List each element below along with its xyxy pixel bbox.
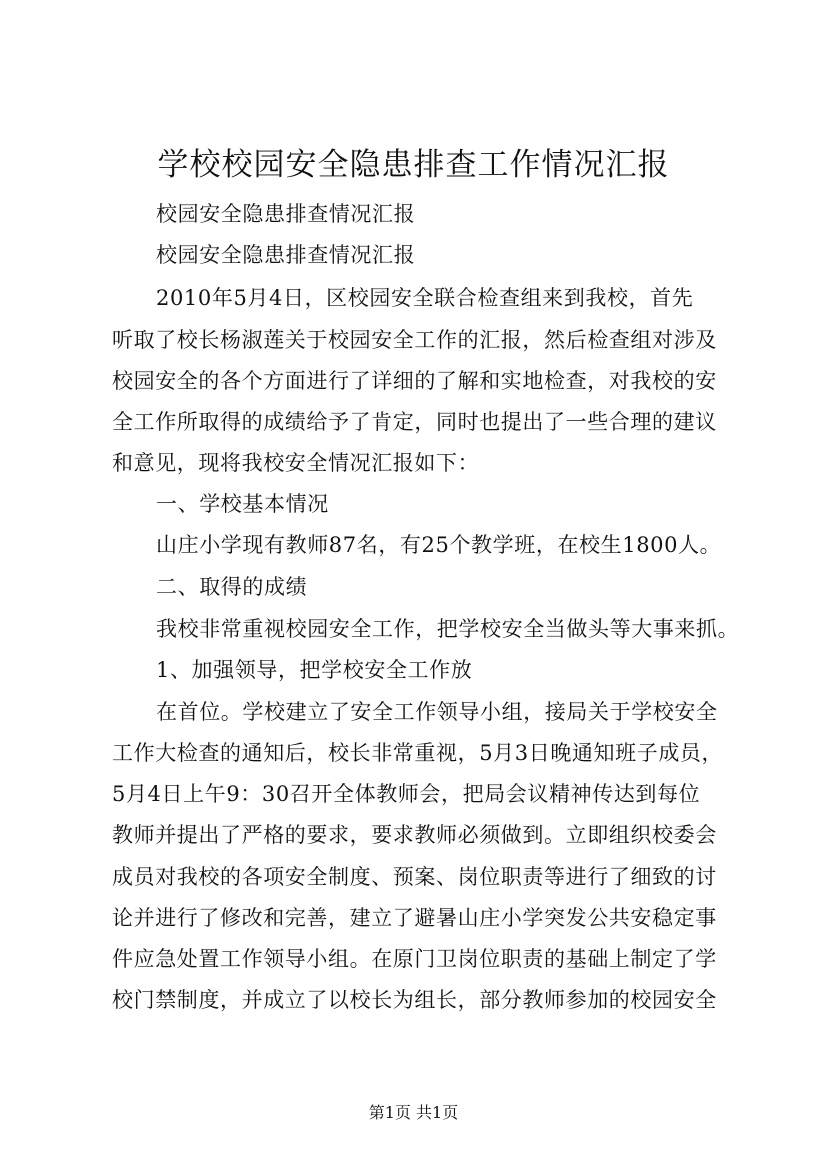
paragraph-line: 论并进行了修改和完善，建立了避暑山庄小学突发公共安稳定事: [112, 906, 717, 930]
paragraph-line: 全工作所取得的成绩给予了肯定，同时也提出了一些合理的建议: [112, 410, 717, 434]
paragraph-line: 在首位。学校建立了安全工作领导小组，接局关于学校安全: [156, 700, 718, 724]
paragraph-line: 山庄小学现有教师87名，有25个教学班，在校生1800人。: [156, 533, 722, 557]
document-title: 学校校园安全隐患排查工作情况汇报: [157, 147, 670, 183]
paragraph-line: 校园安全的各个方面进行了详细的了解和实地检查，对我校的安: [112, 369, 717, 393]
paragraph-line: 教师并提出了严格的要求，要求教师必须做到。立即组织校委会: [112, 823, 717, 847]
paragraph-line: 2010年5月4日，区校园安全联合检查组来到我校，首先: [156, 286, 694, 310]
paragraph-line: 我校非常重视校园安全工作，把学校安全当做头等大事来抓。: [156, 617, 740, 641]
paragraph-line: 校园安全隐患排查情况汇报: [156, 243, 416, 267]
section-heading: 二、取得的成绩: [156, 575, 308, 599]
section-heading: 一、学校基本情况: [156, 492, 329, 516]
paragraph-line: 件应急处置工作领导小组。在原门卫岗位职责的基础上制定了学: [112, 947, 717, 971]
paragraph-line: 校园安全隐患排查情况汇报: [156, 202, 416, 226]
paragraph-line: 成员对我校的各项安全制度、预案、岗位职责等进行了细致的讨: [112, 865, 717, 889]
page-footer: 第1页 共1页: [368, 1103, 459, 1122]
paragraph-line: 听取了校长杨淑莲关于校园安全工作的汇报，然后检查组对涉及: [112, 328, 717, 352]
subsection-heading: 1、加强领导，把学校安全工作放: [156, 658, 473, 682]
paragraph-line: 工作大检查的通知后，校长非常重视，5月3日晚通知班子成员，: [112, 741, 724, 765]
paragraph-line: 5月4日上午9：30召开全体教师会，把局会议精神传达到每位: [112, 782, 701, 806]
paragraph-line: 校门禁制度，并成立了以校长为组长，部分教师参加的校园安全: [112, 988, 717, 1012]
paragraph-line: 和意见，现将我校安全情况汇报如下：: [112, 451, 480, 475]
